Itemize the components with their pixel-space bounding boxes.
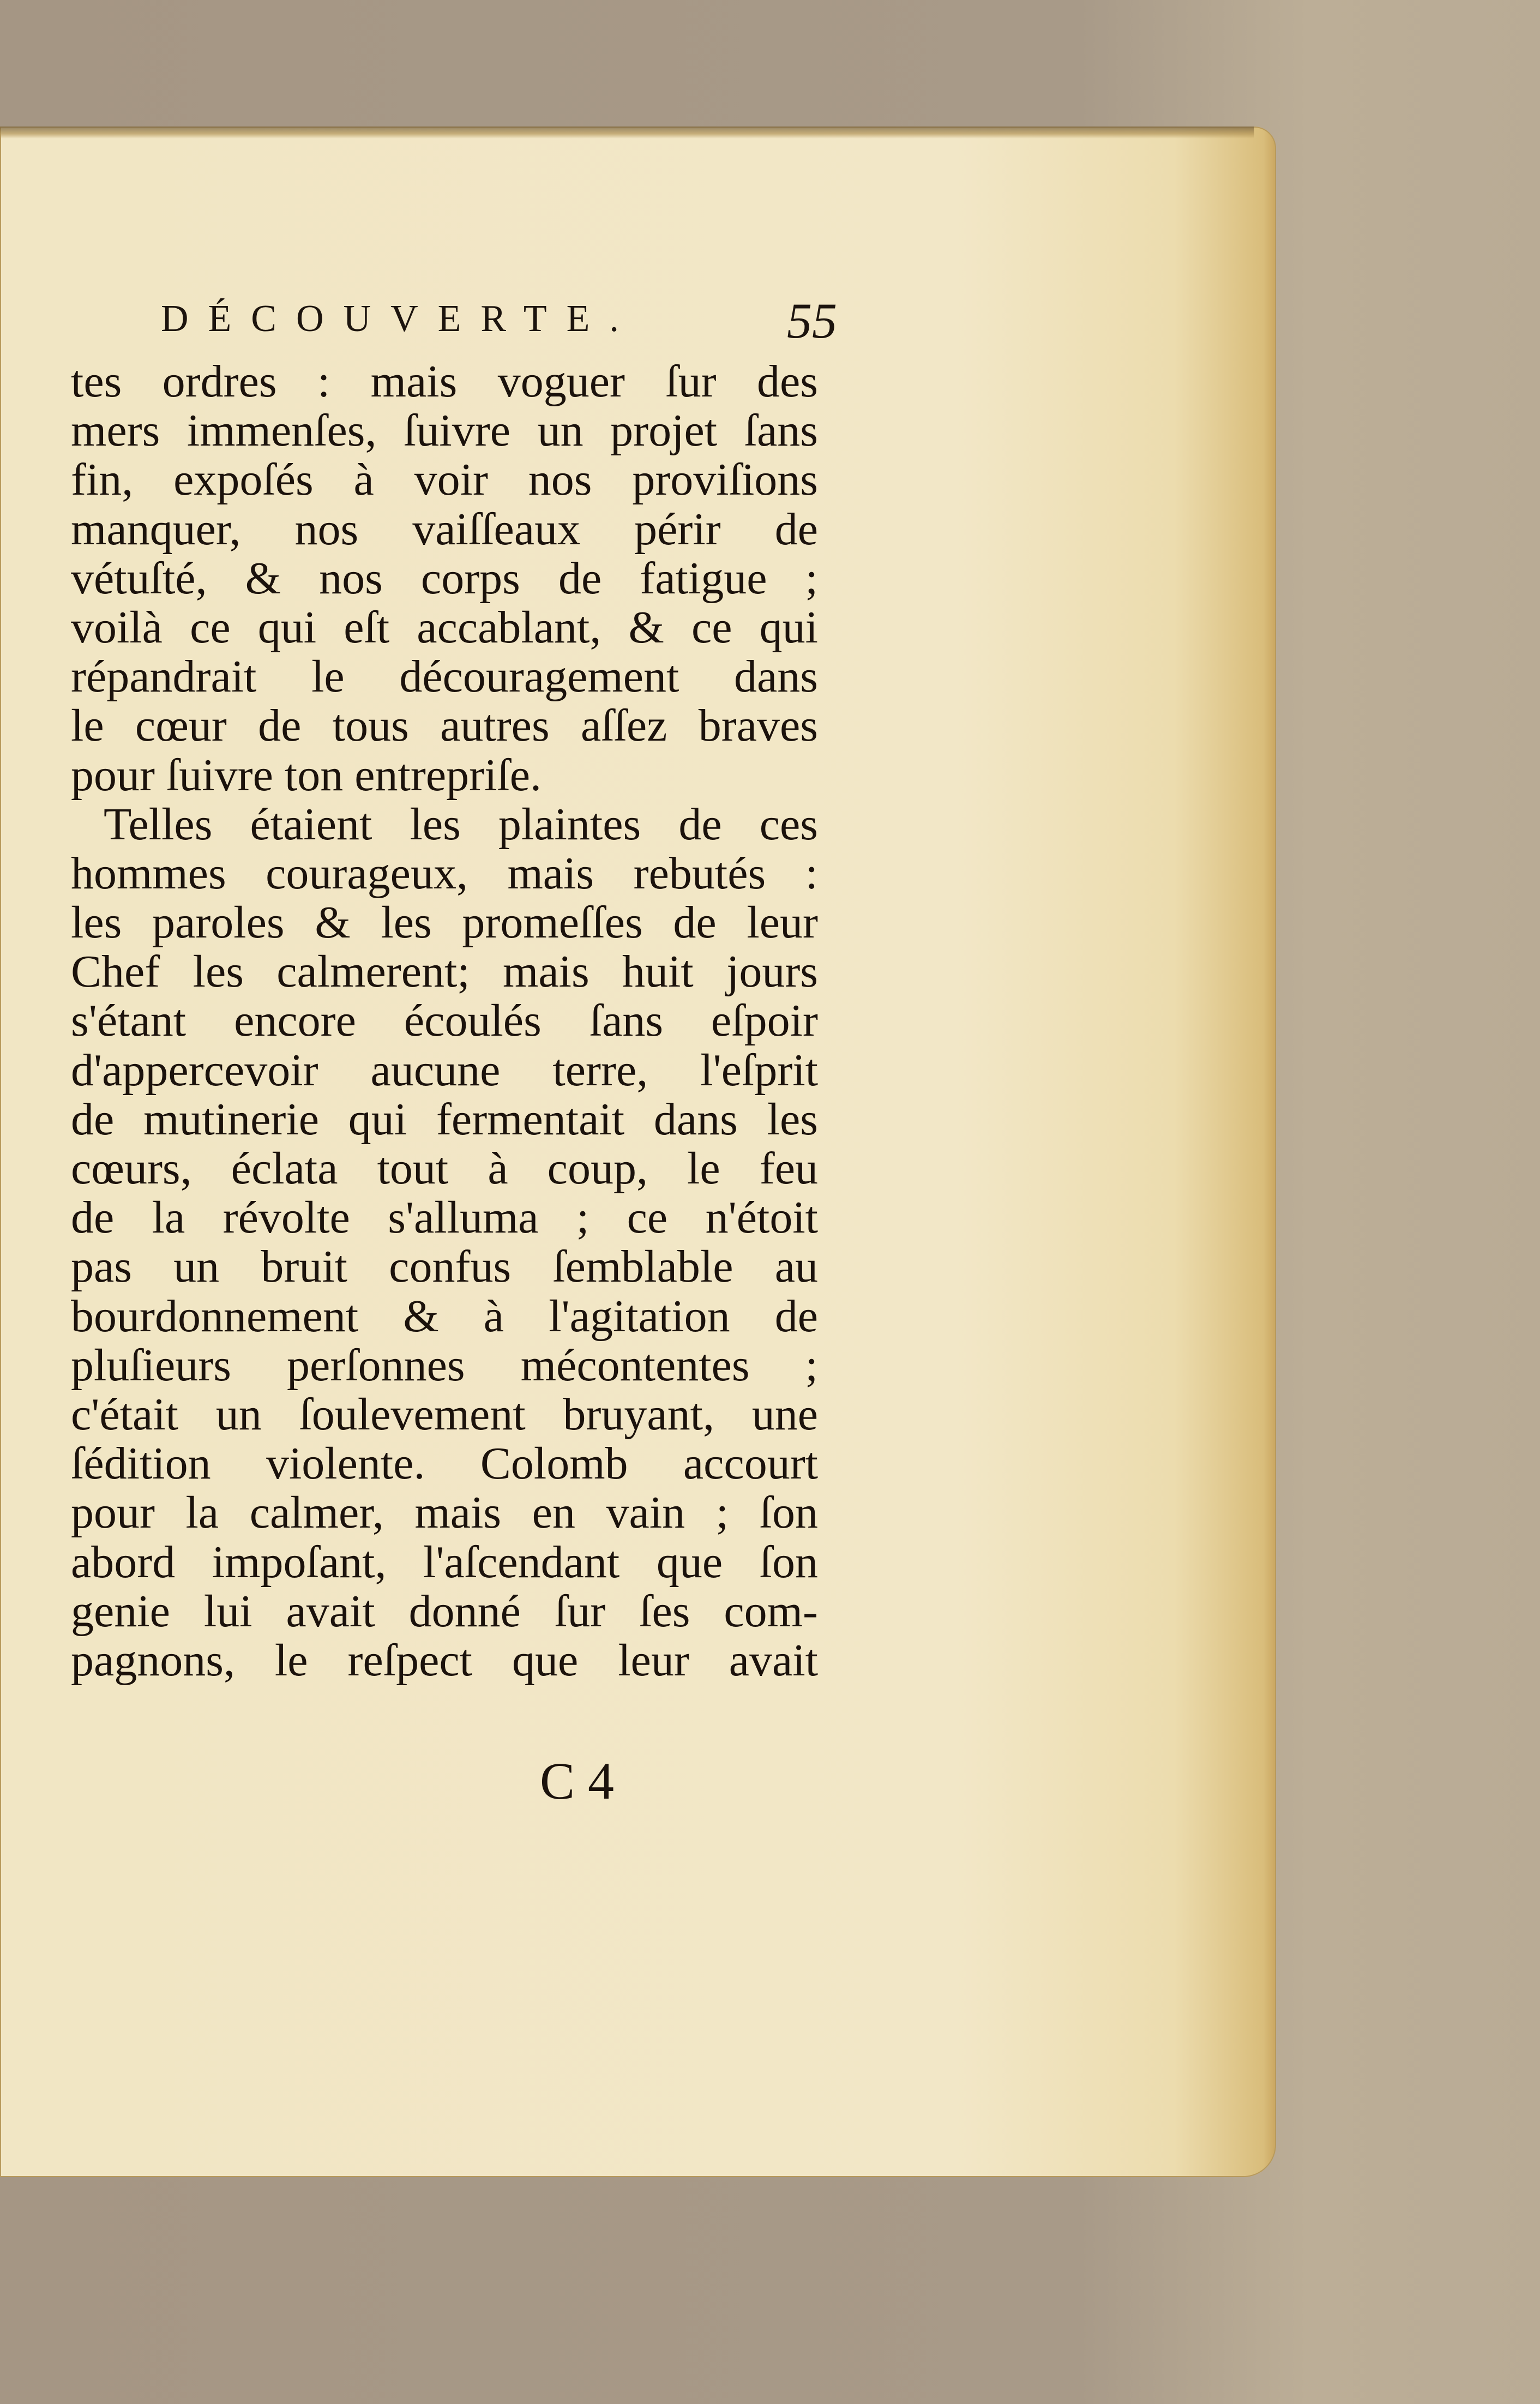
- text-line: répandrait le découragement dans: [71, 651, 818, 702]
- text-line: le cœur de tous autres aſſez braves: [71, 700, 818, 752]
- text-line: fin, expoſés à voir nos proviſions: [71, 454, 818, 506]
- text-line: voilà ce qui eſt accablant, & ce qui: [71, 602, 818, 653]
- text-line: pas un bruit confus ſemblable au: [71, 1241, 818, 1293]
- text-line: Telles étaient les plaintes de ces: [104, 798, 818, 850]
- text-line: de la révolte s'alluma ; ce n'étoit: [71, 1192, 818, 1243]
- text-line: de mutinerie qui fermentait dans les: [71, 1093, 818, 1145]
- text-line: les paroles & les promeſſes de leur: [71, 897, 818, 948]
- text-line: tes ordres : mais voguer ſur des: [71, 356, 818, 407]
- text-line: vétuſté, & nos corps de fatigue ;: [71, 552, 818, 604]
- running-title: DÉCOUVERTE.: [161, 298, 639, 340]
- text-line: cœurs, éclata tout à coup, le feu: [71, 1143, 818, 1194]
- text-line: pagnons, le reſpect que leur avait: [71, 1634, 818, 1686]
- text-line: bourdonnement & à l'agitation de: [71, 1290, 818, 1342]
- signature-mark: C 4: [540, 1752, 615, 1810]
- body-text: [71, 357, 818, 1685]
- paragraph: [71, 357, 818, 800]
- text-line: s'étant encore écoulés ſans eſpoir: [71, 995, 818, 1047]
- text-line: ſédition violente. Colomb accourt: [71, 1438, 818, 1489]
- text-line: abord impoſant, l'aſcendant que ſon: [71, 1536, 818, 1588]
- page-number: 55: [787, 293, 837, 348]
- text-line: c'était un ſoulevement bruyant, une: [71, 1389, 818, 1440]
- text-line: pour la calmer, mais en vain ; ſon: [71, 1487, 818, 1538]
- text-line: mers immenſes, ſuivre un projet ſans: [71, 405, 818, 456]
- running-head: [161, 292, 837, 352]
- text-line: Chef les calmerent; mais huit jours: [71, 946, 818, 997]
- text-line: pour ſuivre ton entrepriſe.: [71, 749, 542, 801]
- text-line: d'appercevoir aucune terre, l'eſprit: [71, 1044, 818, 1096]
- text-line: genie lui avait donné ſur ſes com-: [71, 1585, 818, 1637]
- text-line: hommes courageux, mais rebutés :: [71, 848, 818, 899]
- page-edge: [0, 127, 1254, 139]
- paragraph: [71, 800, 818, 1685]
- text-line: manquer, nos vaiſſeaux périr de: [71, 503, 818, 555]
- text-line: pluſieurs perſonnes mécontentes ;: [71, 1339, 818, 1391]
